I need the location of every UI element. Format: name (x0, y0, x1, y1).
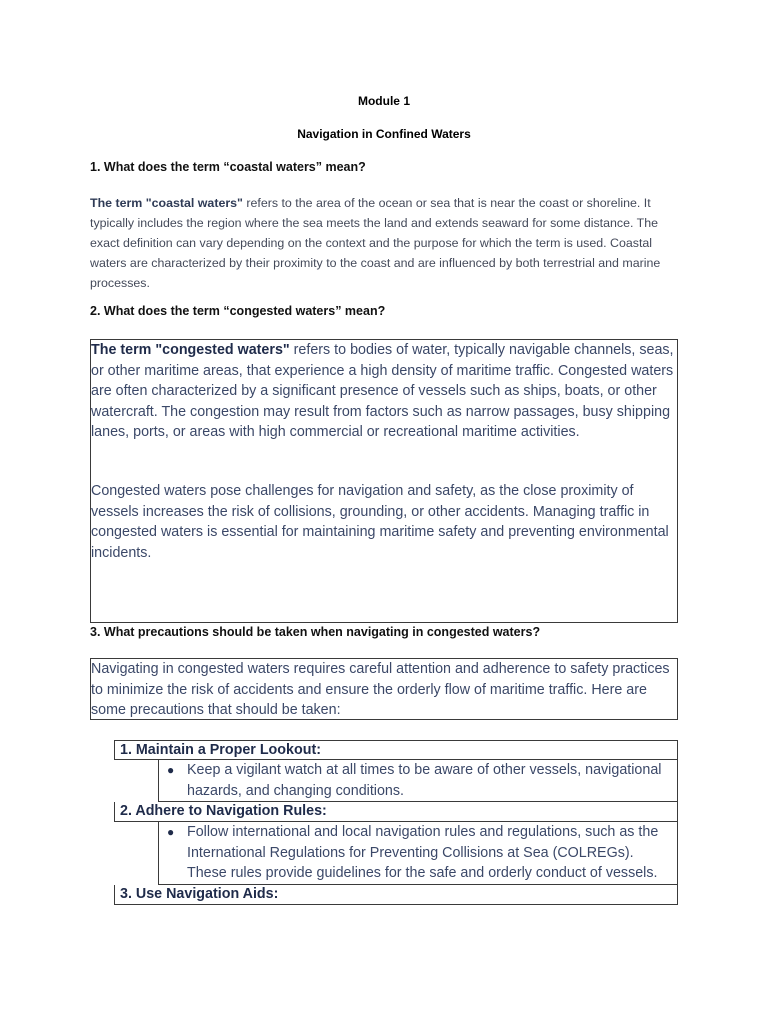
precautions-list (114, 740, 678, 905)
answer-1-text: refers to the area of the ocean or sea that is near the coast or shoreline. It typically includes the region where the sea meets the land and extends seaward for some distance. The exact definition can vary depending on the context and the purpose for which the term is used. Coastal waters are characterized by their proximity to the coast and are influenced by both terrestrial and marine processes. (90, 196, 661, 290)
answer-2-paragraph-1 (91, 340, 677, 443)
list-item-body (158, 822, 678, 885)
page-title: Navigation in Confined Waters (297, 127, 471, 141)
bullet-icon: ● (167, 825, 175, 840)
list-item-heading: 3. Use Navigation Aids: (114, 885, 678, 905)
bullet-icon: ● (167, 763, 175, 777)
answer-1 (90, 193, 680, 293)
list-item-heading: 1. Maintain a Proper Lookout: (114, 740, 678, 760)
list-item-heading: 2. Adhere to Navigation Rules: (114, 802, 678, 822)
question-3: 3. What precautions should be taken when navigating in congested waters? (90, 625, 541, 639)
answer-2-lead: The term "congested waters" (91, 342, 290, 358)
answer-2-box (90, 339, 678, 623)
module-heading: Module 1 (357, 94, 410, 108)
list-item-text: Follow international and local navigation rules and regulations, such as the International Regulations for Preventing Collisions at Sea (COLREGs). These rules provide guidelines for the safe and orderly conduct of vessels. (187, 824, 659, 882)
answer-2-text: refers to bodies of water, typically navigable channels, seas, or other maritime areas, that experience a high density of maritime traffic. Congested waters are often characterized by a significant presence of vessels such as ships, boats, or other watercraft. The congestion may result from factors such as narrow passages, busy shipping lanes, ports, or areas with high commercial or recreational maritime activities. (91, 342, 674, 441)
answer-1-lead: The term "coastal waters" (90, 196, 243, 210)
question-1: 1. What does the term “coastal waters” mean? (90, 160, 366, 174)
answer-2-paragraph-2: Congested waters pose challenges for navigation and safety, as the close proximity of vessels increases the risk of collisions, grounding, or other accidents. Managing traffic in congested waters is essential for maintaining maritime safety and preventing environmental incidents. (91, 482, 669, 561)
answer-3-intro: Navigating in congested waters requires careful attention and adherence to safety practices to minimize the risk of accidents and ensure the orderly flow of maritime traffic. Here are some precautions that should be taken: (90, 658, 678, 720)
question-2: 2. What does the term “congested waters” mean? (90, 304, 386, 318)
list-item-text: Keep a vigilant watch at all times to be aware of other vessels, navigational hazards, and changing conditions. (187, 762, 662, 799)
list-item-body (158, 760, 678, 802)
